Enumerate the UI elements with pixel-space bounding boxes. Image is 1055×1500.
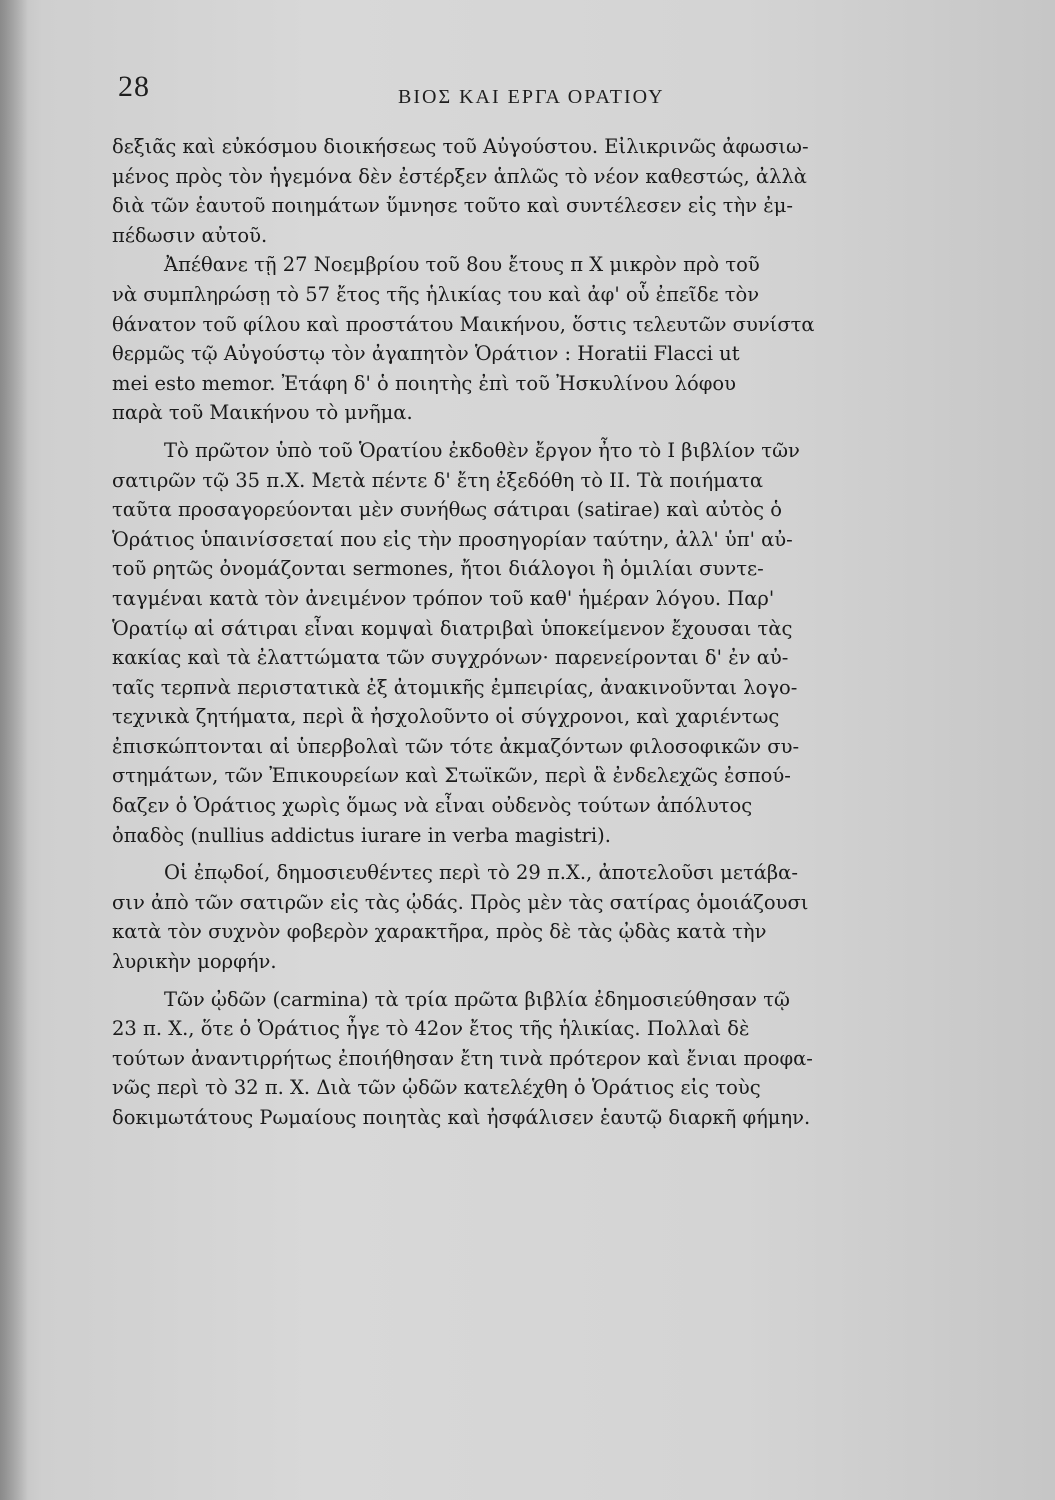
body-text [112, 132, 1002, 1133]
paragraph [112, 985, 1002, 1133]
text-line: Οἱ ἐπῳδοί, δημοσιευθέντες περὶ τὸ 29 π.Χ., ἀποτελοῦσι μετάβα- [164, 861, 798, 885]
page-header [118, 70, 1018, 110]
text-line: λυρικὴν μορφήν. [112, 950, 277, 974]
text-line: στημάτων, τῶν Ἐπικουρείων καὶ Στωϊκῶν, περὶ ἃ ἐνδελεχῶς ἐσπού- [112, 764, 791, 788]
text-line: νῶς περὶ τὸ 32 π. Χ. Διὰ τῶν ᾠδῶν κατελέχθη ὁ Ὁράτιος εἰς τοὺς [112, 1076, 761, 1100]
text-line: κατὰ τὸν συχνὸν φοβερὸν χαρακτῆρα, πρὸς δὲ τὰς ᾠδὰς κατὰ τὴν [112, 920, 767, 944]
text-line: τοῦ ρητῶς ὀνομάζονται sermones, ἤτοι διάλογοι ἢ ὁμιλίαι συντε- [112, 557, 764, 581]
text-line: Ὁρατίῳ αἱ σάτιραι εἶναι κομψαὶ διατριβαὶ ὑποκείμενον ἔχουσαι τὰς [112, 616, 793, 640]
paragraph-gap [112, 428, 1002, 436]
text-line: πέδωσιν αὐτοῦ. [112, 223, 268, 247]
running-head: ΒΙΟΣ ΚΑΙ ΕΡΓΑ ΟΡΑΤΙΟΥ [398, 86, 665, 108]
paragraph-gap [112, 850, 1002, 858]
text-line: ταῖς τερπνὰ περιστατικὰ ἐξ ἀτομικῆς ἐμπειρίας, ἀνακινοῦνται λογο- [112, 675, 798, 699]
paragraph [112, 132, 1002, 250]
text-line: δεξιᾶς καὶ εὐκόσμου διοικήσεως τοῦ Αὐγούστου. Εἰλικρινῶς ἀφωσιω- [112, 135, 809, 158]
text-line: 23 π. Χ., ὅτε ὁ Ὁράτιος ἦγε τὸ 42ον ἔτος τῆς ἡλικίας. Πολλαὶ δὲ [112, 1017, 750, 1041]
text-line: παρὰ τοῦ Μαικήνου τὸ μνῆμα. [112, 401, 413, 425]
text-line: θερμῶς τῷ Αὐγούστῳ τὸν ἀγαπητὸν Ὁράτιον : Horatii Flacci ut [112, 342, 740, 366]
text-line: μένος πρὸς τὸν ἡγεμόνα δὲν ἐστέρξεν ἁπλῶς τὸ νέον καθεστώς, ἀλλὰ [112, 164, 807, 188]
text-line: τεχνικὰ ζητήματα, περὶ ἃ ἠσχολοῦντο οἱ σύγχρονοι, καὶ χαριέντως [112, 705, 780, 729]
text-line: νὰ συμπληρώσῃ τὸ 57 ἔτος τῆς ἡλικίας του καὶ ἀφ' οὗ ἐπεῖδε τὸν [112, 282, 760, 306]
text-line: δοκιμωτάτους Ρωμαίους ποιητὰς καὶ ἠσφάλισεν ἑαυτῷ διαρκῆ φήμην. [112, 1106, 811, 1129]
paragraph-gap [112, 977, 1002, 985]
page-number: 28 [118, 70, 150, 103]
binding-shadow [0, 0, 28, 1500]
text-line: σατιρῶν τῷ 35 π.Χ. Μετὰ πέντε δ' ἔτη ἐξεδόθη τὸ ΙΙ. Τὰ ποιήματα [112, 468, 764, 492]
text-line: δαζεν ὁ Ὁράτιος χωρὶς ὅμως νὰ εἶναι οὐδενὸς τούτων ἀπόλυτος [112, 794, 753, 818]
text-line: διὰ τῶν ἑαυτοῦ ποιημάτων ὕμνησε τοῦτο καὶ συντέλεσεν εἰς τὴν ἐμ- [112, 194, 793, 218]
text-line: τούτων ἀναντιρρήτως ἐποιήθησαν ἔτη τινὰ πρότερον καὶ ἔνιαι προφα- [112, 1046, 813, 1070]
text-line: ταῦτα προσαγορεύονται μὲν συνήθως σάτιραι (satirae) καὶ αὐτὸς ὁ [112, 498, 782, 522]
text-line: ταγμέναι κατὰ τὸν ἀνειμένον τρόπον τοῦ καθ' ἡμέραν λόγου. Παρ' [112, 586, 775, 610]
text-line: Ὁράτιος ὑπαινίσσεταί που εἰς τὴν προσηγορίαν ταύτην, ἀλλ' ὑπ' αὐ- [112, 527, 793, 551]
text-line: ὀπαδὸς (nullius addictus iurare in verba magistri). [112, 823, 611, 847]
text-line: ἐπισκώπτονται αἱ ὑπερβολαὶ τῶν τότε ἀκμαζόντων φιλοσοφικῶν συ- [112, 734, 800, 758]
text-line: Τῶν ᾠδῶν (carmina) τὰ τρία πρῶτα βιβλία ἐδημοσιεύθησαν τῷ [164, 987, 790, 1011]
text-line: κακίας καὶ τὰ ἐλαττώματα τῶν συγχρόνων· παρενείρονται δ' ἐν αὐ- [112, 646, 789, 670]
paragraph [112, 858, 1002, 976]
paragraph [112, 436, 1002, 850]
paragraph [112, 250, 1002, 428]
text-line: Τὸ πρῶτον ὑπὸ τοῦ Ὁρατίου ἐκδοθὲν ἔργον ἦτο τὸ Ι βιβλίον τῶν [164, 438, 800, 462]
text-line: σιν ἀπὸ τῶν σατιρῶν εἰς τὰς ᾠδάς. Πρὸς μὲν τὰς σατίρας ὁμοιάζουσι [112, 890, 809, 914]
text-line: mei esto memor. Ἐτάφη δ' ὁ ποιητὴς ἐπὶ τοῦ Ἠσκυλίνου λόφου [112, 371, 736, 395]
text-line: Ἀπέθανε τῇ 27 Νοεμβρίου τοῦ 8ου ἔτους π Χ μικρὸν πρὸ τοῦ [164, 253, 760, 277]
text-line: θάνατον τοῦ φίλου καὶ προστάτου Μαικήνου, ὅστις τελευτῶν συνίστα [112, 312, 815, 336]
